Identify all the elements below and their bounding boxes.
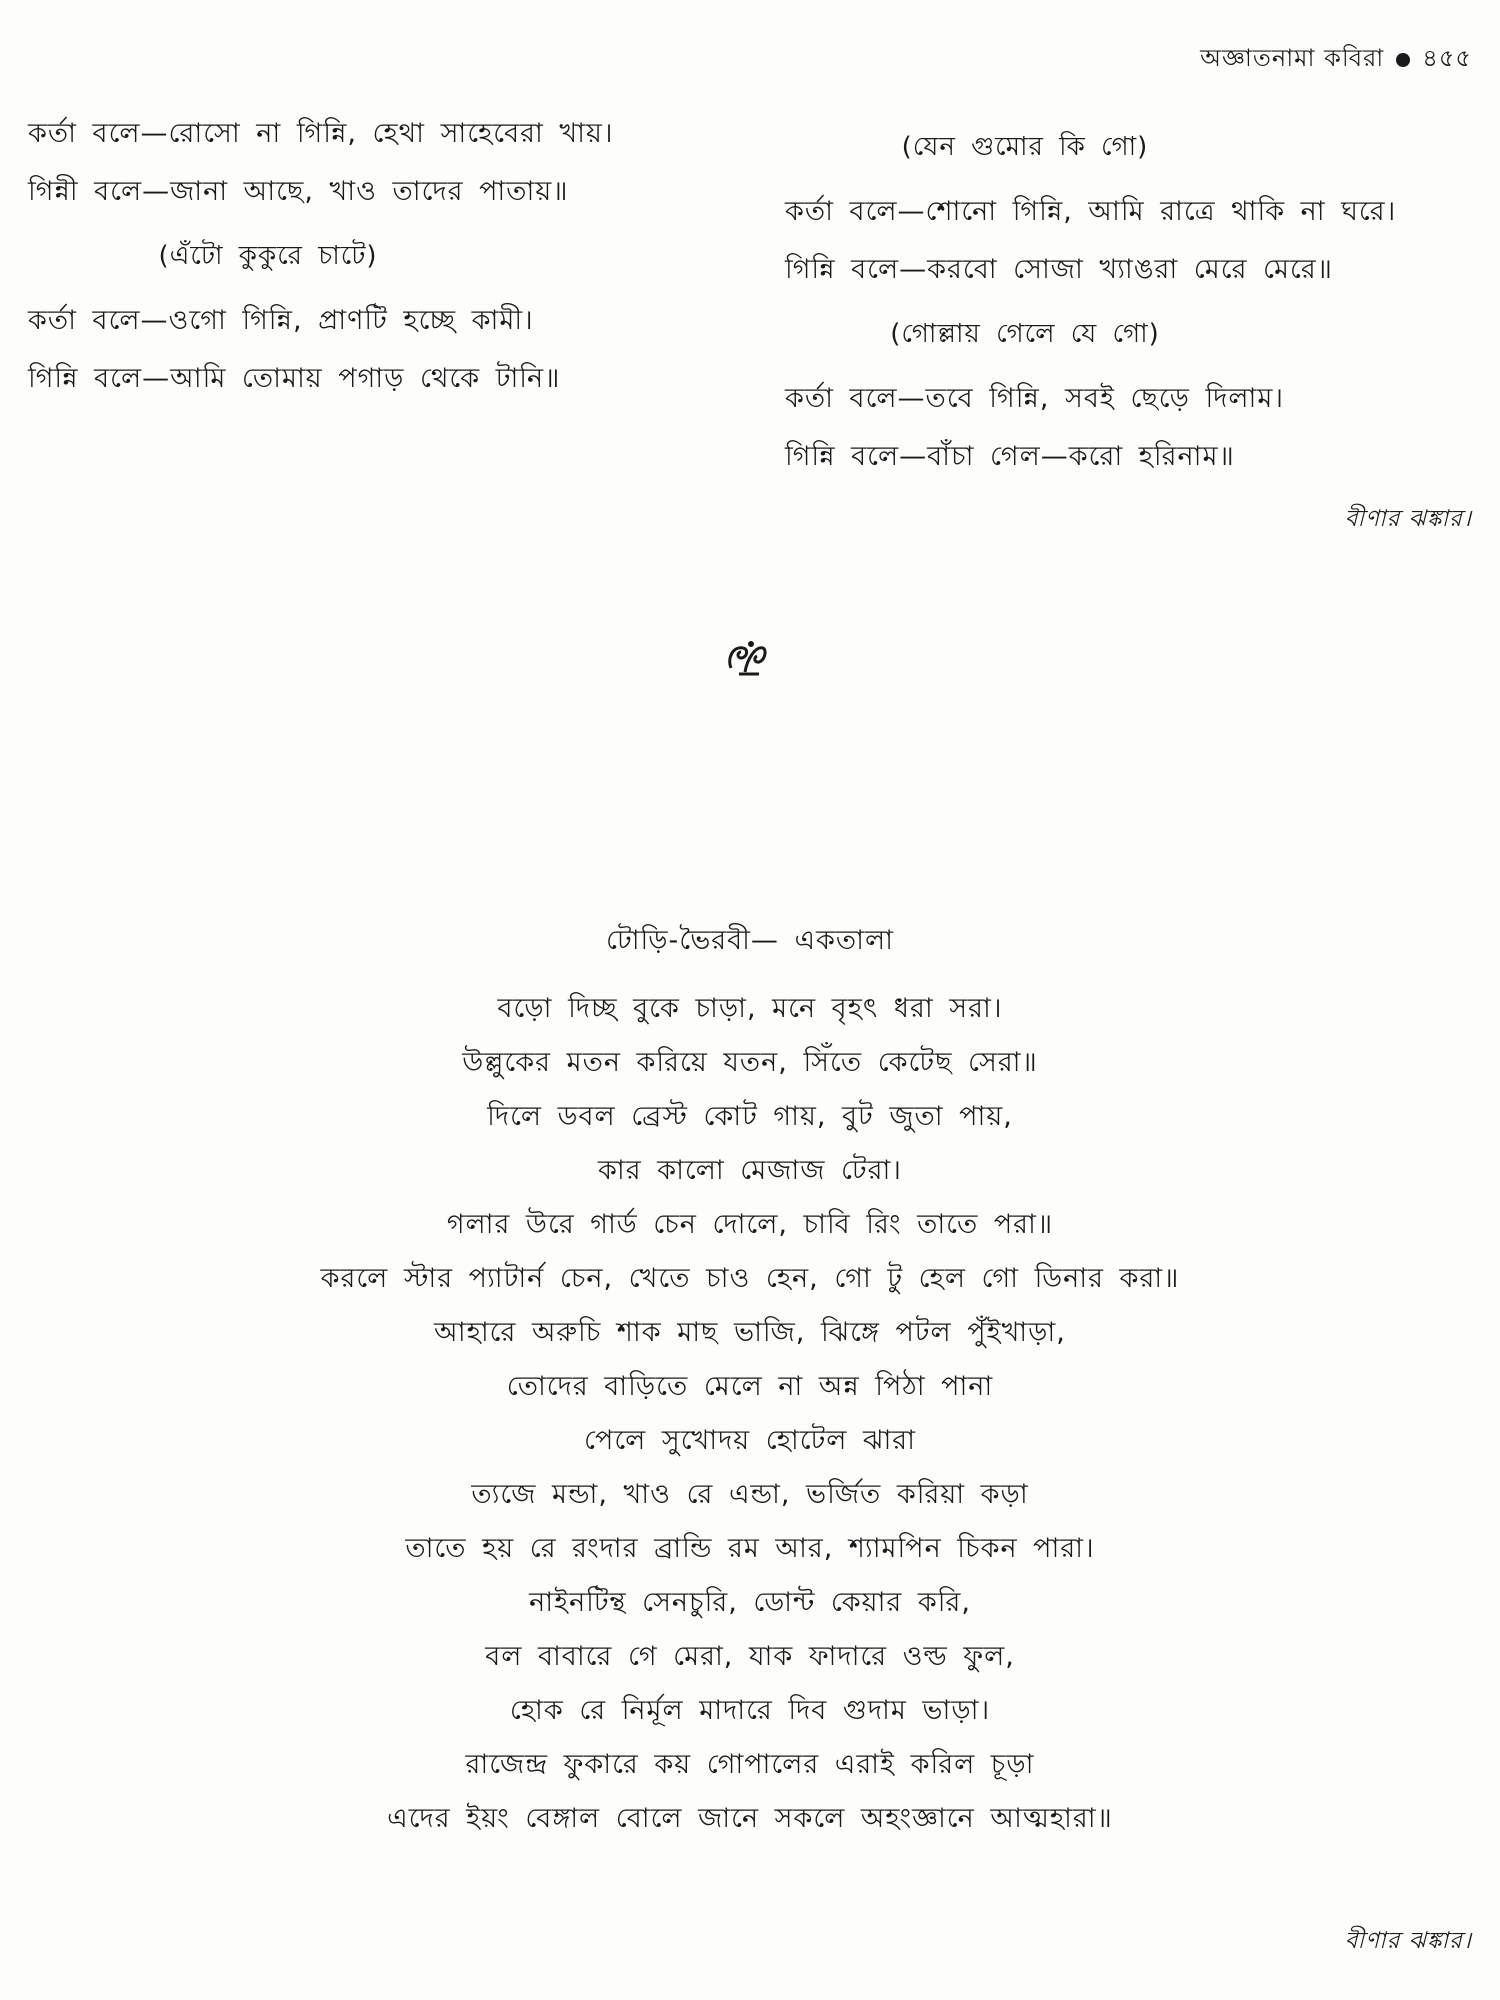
song-line: কার কালো মেজাজ টেরা। bbox=[598, 1155, 902, 1186]
song-line: পেলে সুখোদয় হোটেল ঝারা bbox=[584, 1425, 916, 1456]
song-line: তাতে হয় রে রংদার ব্রান্ডি রম আর, শ্যামপিন চিকন পারা। bbox=[405, 1533, 1095, 1564]
song-line: বড়ো দিচ্ছ বুকে চাড়া, মনে বৃহৎ ধরা সরা। bbox=[497, 993, 1003, 1024]
page-number: ৪৫৫ bbox=[1422, 44, 1472, 72]
verse-line: গিন্নি বলে—বাঁচা গেল—করো হরিনাম॥ bbox=[785, 441, 1235, 473]
song-line: গলার উরে গার্ড চেন দোলে, চাবি রিং তাতে পরা॥ bbox=[446, 1209, 1054, 1240]
verse-line: কর্তা বলে—শোনো গিন্নি, আমি রাত্রে থাকি না ঘরে। bbox=[785, 196, 1397, 227]
song-line: হোক রে নির্মূল মাদারে দিব গুদাম ভাড়া। bbox=[509, 1695, 991, 1726]
verse-refrain: (গোল্লায় গেলে যে গো) bbox=[890, 318, 1160, 349]
right-verse-column bbox=[785, 126, 1485, 500]
song-line: করলে স্টার প্যাটার্ন চেন, খেতে চাও হেন, গো টু হেল গো ডিনার করা॥ bbox=[320, 1263, 1180, 1294]
bullet-icon bbox=[1396, 53, 1410, 67]
source-attribution: বীণার ঝঙ্কার। bbox=[1344, 506, 1472, 532]
song-line: তোদের বাড়িতে মেলে না অন্ন পিঠা পানা bbox=[506, 1371, 994, 1402]
verse-refrain: (এঁটো কুকুরে চাটে) bbox=[158, 240, 378, 271]
verse-line: গিন্নি বলে—করবো সোজা খ্যাঙরা মেরে মেরে॥ bbox=[785, 254, 1333, 286]
song-title: টোড়ি-ভৈরবী— একতালা bbox=[606, 925, 894, 956]
verse-refrain: (যেন গুমোর কি গো) bbox=[901, 132, 1149, 162]
song-line: এদের ইয়ং বেঙ্গাল বোলে জানে সকলে অহংজ্ঞানে আত্মহারা॥ bbox=[387, 1803, 1113, 1834]
header-title: অজ্ঞাতনামা কবিরা bbox=[1200, 44, 1385, 72]
song-line: নাইনটিন্থ সেনচুরি, ডোন্ট কেয়ার করি, bbox=[529, 1587, 971, 1618]
verse-line: গিন্নি বলে—আমি তোমায় পগাড় থেকে টানি॥ bbox=[28, 363, 561, 395]
ornament-icon bbox=[725, 638, 769, 678]
song-line: রাজেন্দ্র ফুকারে কয় গোপালের এরাই করিল চূড়া bbox=[465, 1749, 1035, 1780]
page-header bbox=[1200, 40, 1472, 80]
song-section bbox=[0, 920, 1500, 1857]
song-line: ত্যজে মন্ডা, খাও রে এন্ডা, ভর্জিত করিয়া কড়া bbox=[471, 1479, 1029, 1510]
source-attribution: বীণার ঝঙ্কার। bbox=[1344, 1928, 1472, 1954]
verse-line: কর্তা বলে—রোসো না গিন্নি, হেথা সাহেবেরা খায়। bbox=[28, 118, 614, 149]
song-line: আহারে অরুচি শাক মাছ ভাজি, ঝিঙ্গে পটল পুঁইখাড়া, bbox=[434, 1317, 1066, 1348]
left-verse-column bbox=[28, 118, 728, 422]
song-line: উল্লুকের মতন করিয়ে যতন, সিঁতে কেটেছ সেরা॥ bbox=[462, 1047, 1038, 1078]
verse-line: গিন্নী বলে—জানা আছে, খাও তাদের পাতায়॥ bbox=[28, 176, 569, 208]
song-line: দিলে ডবল ব্রেস্ট কোট গায়, বুট জুতা পায়, bbox=[487, 1101, 1013, 1132]
verse-line: কর্তা বলে—ওগো গিন্নি, প্রাণটি হচ্ছে কামী। bbox=[28, 304, 534, 336]
song-line: বল বাবারে গে মেরা, যাক ফাদারে ওল্ড ফুল, bbox=[485, 1641, 1015, 1672]
verse-line: কর্তা বলে—তবে গিন্নি, সবই ছেড়ে দিলাম। bbox=[785, 382, 1285, 414]
